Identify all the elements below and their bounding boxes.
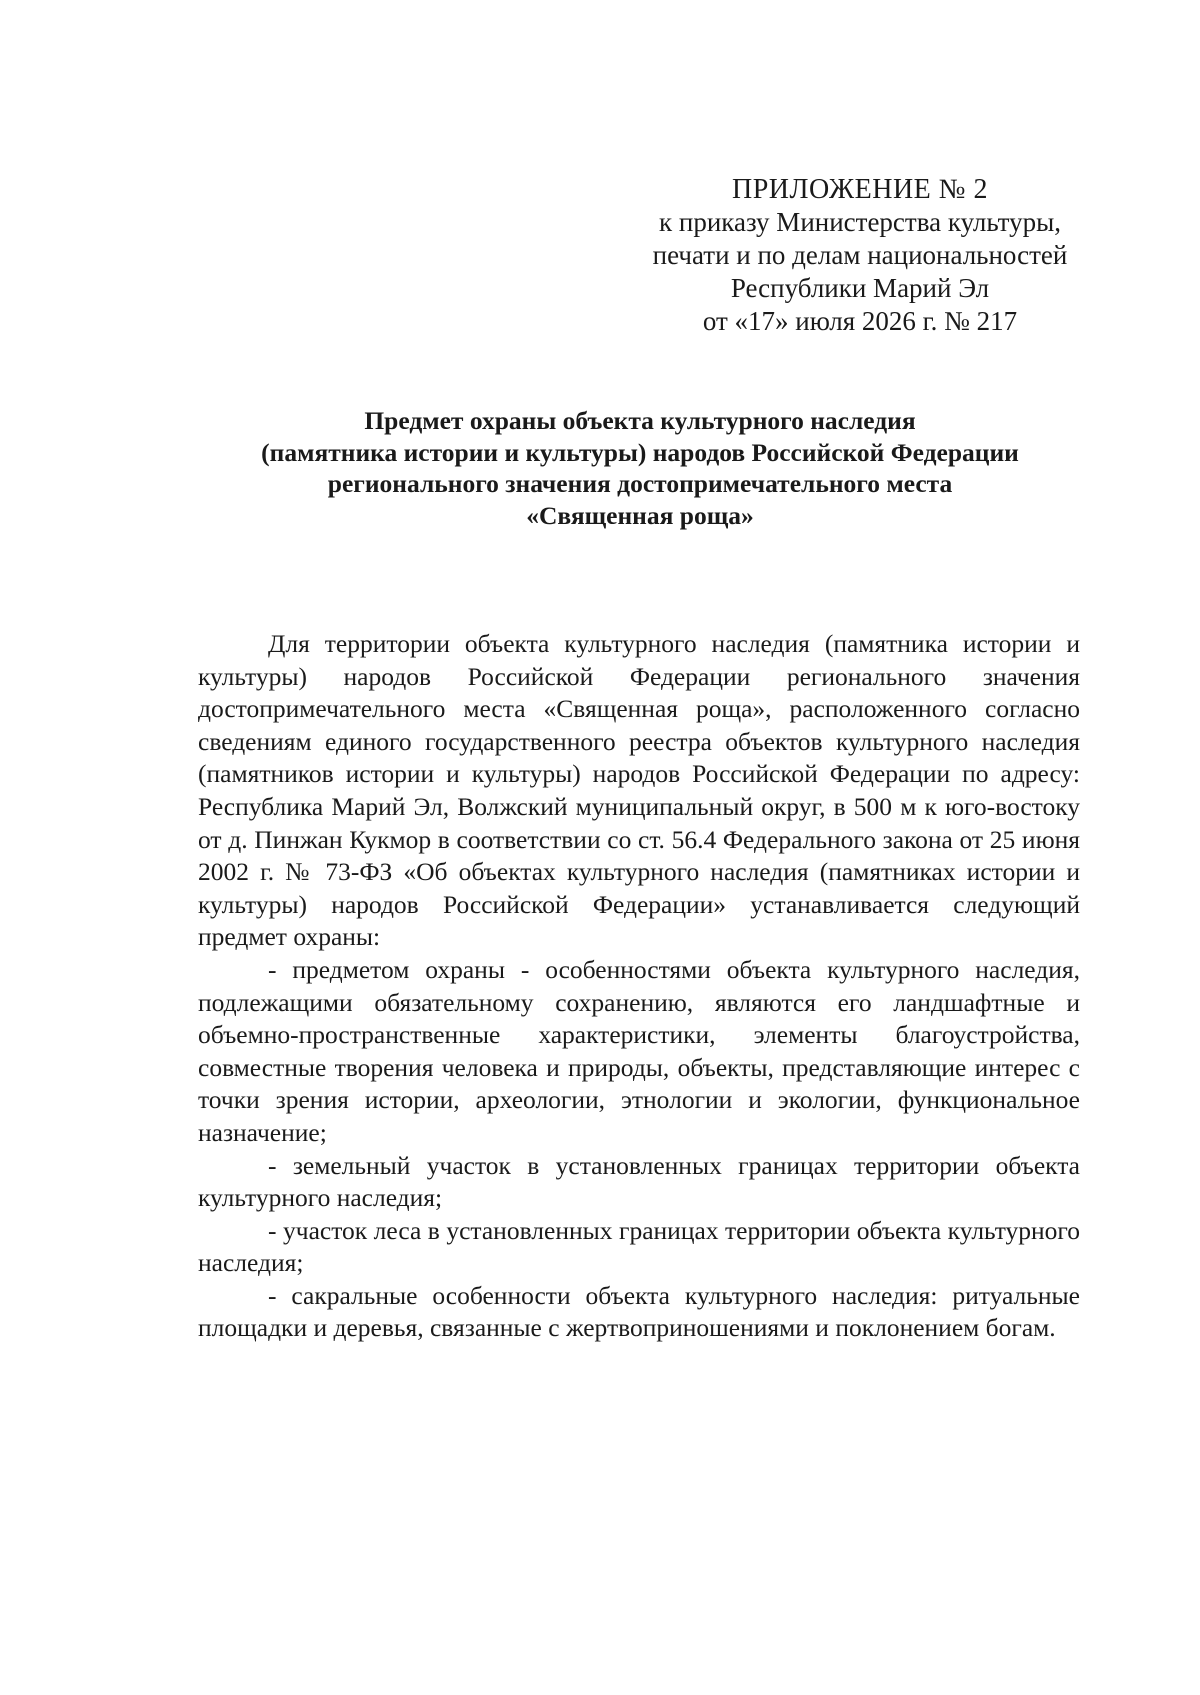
protection-item-2: - земельный участок в установленных границах территории объекта культурного наследия; <box>198 1150 1080 1213</box>
annex-title: ПРИЛОЖЕНИЕ № 2 <box>732 174 988 205</box>
annex-date-number-line: от «17» июля 2026 г. № 217 <box>702 306 1018 336</box>
title-line-2: (памятника истории и культуры) народов Российской Федерации <box>261 437 1019 467</box>
protection-item-3: - участок леса в установленных границах территории объекта культурного наследия; <box>198 1215 1080 1278</box>
protection-item-1: - предметом охраны - особенностями объекта культурного наследия, подлежащими обязательному сохранению, являются его ландшафтные и объемно-пространственные характеристики, элементы благоустройства, совместные творения человека и природы, объекты, представляющие интерес с точки зрения истории, археологии, этнологии и экологии, функциональное назначение; <box>198 954 1080 1147</box>
annex-ministry-line: печати и по делам национальностей <box>652 240 1068 270</box>
annex-order-line: к приказу Министерства культуры, <box>659 207 1061 237</box>
annex-header <box>640 173 1080 338</box>
title-line-4: «Священная роща» <box>526 500 754 530</box>
annex-republic-line: Республики Марий Эл <box>730 273 990 303</box>
intro-paragraph: Для территории объекта культурного наследия (памятника истории и культуры) народов Российской Федерации регионального значения достопримечательного места «Священная роща», расположенного согласно сведениям единого государственного реестра объектов культурного наследия (памятников истории и культуры) народов Российской Федерации по адресу: Республика Марий Эл, Волжский муниципальный округ, в 500 м к юго-востоку от д. Пинжан Кукмор в соответствии со ст. 56.4 Федерального закона от 25 июня 2002 г. № 73-ФЗ «Об объектах культурного наследия (памятниках истории и культуры) народов Российской Федерации» устанавливается следующий предмет охраны: <box>198 629 1080 952</box>
document-body <box>198 628 1080 1345</box>
title-line-1: Предмет охраны объекта культурного наследия <box>364 406 916 435</box>
document-title <box>180 405 1100 531</box>
title-line-3: регионального значения достопримечательного места <box>327 469 953 498</box>
protection-item-4: - сакральные особенности объекта культурного наследия: ритуальные площадки и деревья, связанные с жертвоприношениями и поклонением богам. <box>198 1280 1080 1343</box>
